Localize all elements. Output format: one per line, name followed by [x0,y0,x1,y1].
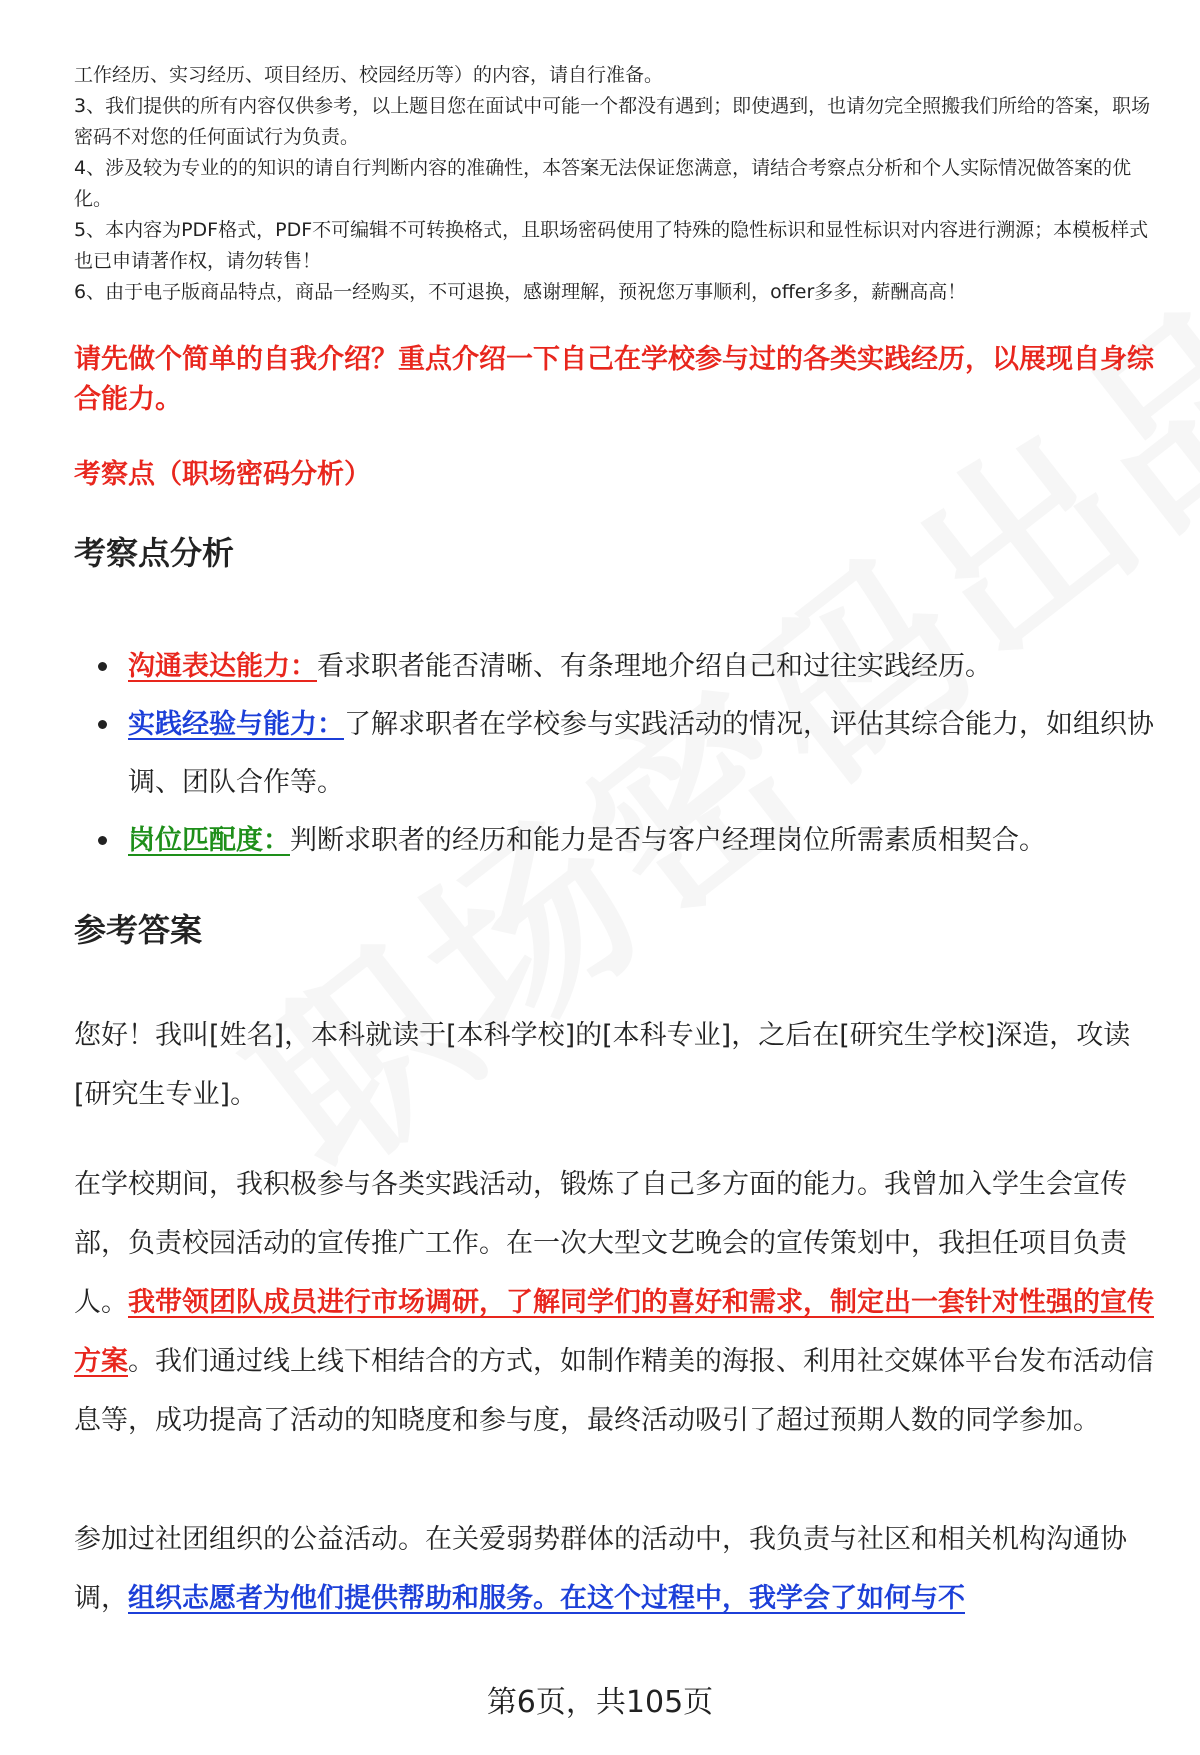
answer-text: 参加过社团组织的公益活动。在关爱弱势群体的活动中，我负责与社区和相关机构沟通协调， [74,1524,1127,1614]
note-item: 4、涉及较为专业的的知识的请自行判断内容的准确性，本答案无法保证您满意，请结合考察点分析和个人实际情况做答案的优化。 [74,157,1132,210]
notes-list [74,60,1164,308]
answer-highlight: 我带领团队成员进行市场调研，了解同学们的喜好和需求，制定出一套针对性强的宣传方案 [74,1287,1154,1377]
answer-paragraph [74,1155,1154,1450]
answer-paragraph [74,1510,1154,1628]
section-heading-answer: 参考答案 [74,911,203,949]
bullet-text: 了解求职者在学校参与实践活动的情况，评估其综合能力，如组织协调、团队合作等。 [128,709,1154,798]
bullet-dot-icon [98,720,107,729]
bullet-item [98,696,1158,812]
section-heading-analysis: 考察点分析 [74,534,235,572]
bullet-text: 判断求职者的经历和能力是否与客户经理岗位所需素质相契合。 [290,825,1046,856]
page-number: 第6页，共105页 [486,1685,714,1720]
note-item: 3、我们提供的所有内容仅供参考，以上题目您在面试中可能一个都没有遇到；即使遇到，也请勿完全照搬我们所给的答案，职场密码不对您的任何面试行为负责。 [74,95,1151,148]
note-item: 6、由于电子版商品特点，商品一经购买，不可退换，感谢理解，预祝您万事顺利，offer多多，薪酬高高！ [74,281,967,303]
bullet-keyword: 沟通表达能力： [128,651,317,682]
bullet-item [98,638,1158,696]
answer-text: 。我们通过线上线下相结合的方式，如制作精美的海报、利用社交媒体平台发布活动信息等，成功提高了活动的知晓度和参与度，最终活动吸引了超过预期人数的同学参加。 [74,1346,1154,1436]
answer-paragraph: 您好！我叫[姓名]，本科就读于[本科学校]的[本科专业]，之后在[研究生学校]深造，攻读[研究生专业]。 [74,1020,1131,1110]
bullet-item [98,812,1158,870]
bullet-dot-icon [98,836,107,845]
note-item: 5、本内容为PDF格式，PDF不可编辑不可转换格式，且职场密码使用了特殊的隐性标识和显性标识对内容进行溯源；本模板样式也已申请著作权，请勿转售！ [74,219,1149,272]
analysis-bullet-list [98,638,1158,870]
bullet-keyword: 岗位匹配度： [128,825,290,856]
bullet-keyword: 实践经验与能力： [128,709,344,740]
analysis-label: 考察点（职场密码分析） [74,459,371,490]
answer-text: 在学校期间，我积极参与各类实践活动，锻炼了自己多方面的能力。我曾加入学生会宣传部，负责校园活动的宣传推广工作。在一次大型文艺晚会的宣传策划中，我担任项目负责人。 [74,1169,1127,1318]
answer-highlight: 组织志愿者为他们提供帮助和服务。在这个过程中，我学会了如何与不 [128,1583,965,1614]
note-item: 工作经历、实习经历、项目经历、校园经历等）的内容，请自行准备。 [74,64,664,86]
interview-question: 请先做个简单的自我介绍？重点介绍一下自己在学校参与过的各类实践经历，以展现自身综合能力。 [74,344,1154,415]
bullet-text: 看求职者能否清晰、有条理地介绍自己和过往实践经历。 [317,651,992,682]
bullet-dot-icon [98,662,107,671]
